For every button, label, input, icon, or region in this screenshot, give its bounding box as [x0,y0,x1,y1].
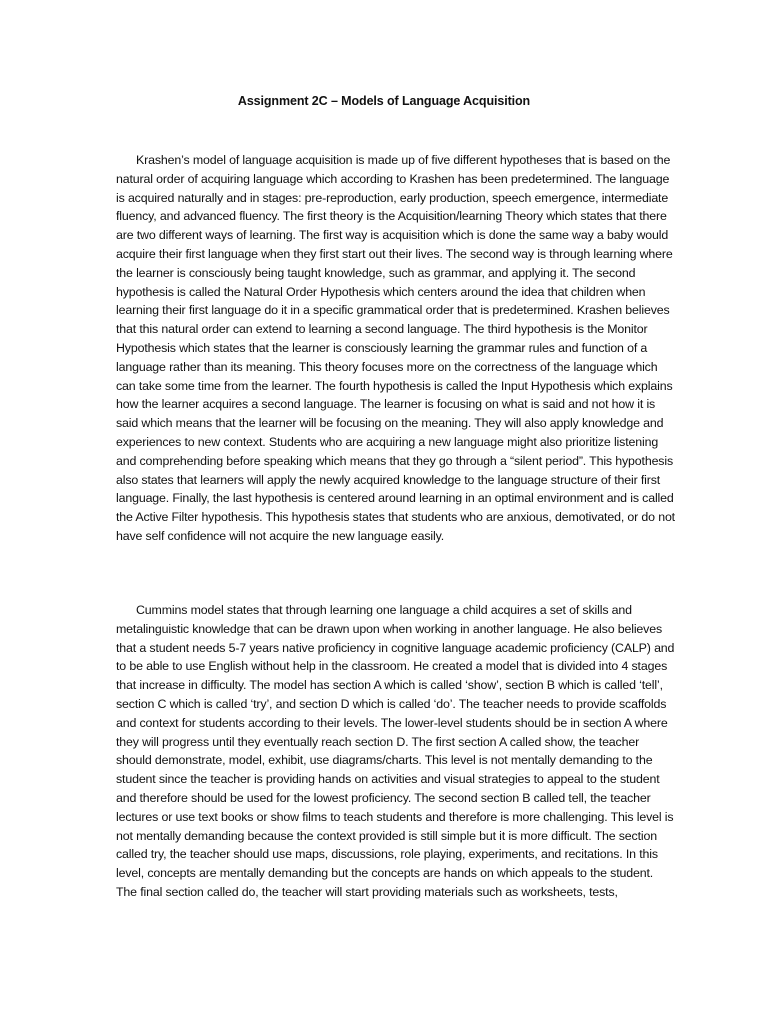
document-title: Assignment 2C – Models of Language Acquisition [237,94,531,108]
paragraph-krashen: Krashen’s model of language acquisition is made up of five different hypotheses that is based on the natural order of acquiring language which according to Krashen has been predetermined. The language is acquired naturally and in stages: pre-reproduction, early production, speech emergence, intermediate fluency, and advanced fluency. The first theory is the Acquisition/learning Theory which states that there are two different ways of learning. The first way is acquisition which is done the same way a baby would acquire their first language when they first start out their lives. The second way is through learning where the learner is consciously being taught knowledge, such as grammar, and applying it. The second hypothesis is called the Natural Order Hypothesis which centers around the idea that children when learning their first language do it in a specific grammatical order that is predetermined. Krashen believes that this natural order can extend to learning a second language. The third hypothesis is the Monitor Hypothesis which states that the learner is consciously learning the grammar rules and function of a language rather than its meaning. This theory focuses more on the correctness of the language which can take some time from the learner. The fourth hypothesis is called the Input Hypothesis which explains how the learner acquires a second language. The learner is focusing on what is said and not how it is said which means that the learner will be focusing on the meaning. They will also apply knowledge and experiences to new context. Students who are acquiring a new language might also prioritize listening and comprehending before speaking which means that they go through a “silent period”. This hypothesis also states that learners will apply the newly acquired knowledge to the language structure of their first language. Finally, the last hypothesis is centered around learning in an optimal environment and is called the Active Filter hypothesis. This hypothesis states that students who are anxious, demotivated, or do not have self confidence will not acquire the new language easily. [116,153,675,543]
paragraph-cummins: Cummins model states that through learning one language a child acquires a set of skills and metalinguistic knowledge that can be drawn upon when working in another language. He also believes that a student needs 5-7 years native proficiency in cognitive language academic proficiency (CALP) and to be able to use English without help in the classroom. He created a model that is divided into 4 stages that increase in difficulty. The model has section A which is called ‘show’, section B which is called ‘tell’, section C which is called ‘try’, and section D which is called ‘do’. The teacher needs to provide scaffolds and context for students according to their levels. The lower-level students should be in section A where they will progress until they eventually reach section D. The first section A called show, the teacher should demonstrate, model, exhibit, use diagrams/charts. This level is not mentally demanding to the student since the teacher is providing hands on activities and visual strategies to appeal to the student and therefore should be used for the lowest proficiency. The second section B called tell, the teacher lectures or use text books or show films to teach students and therefore is more challenging. This level is not mentally demanding because the context provided is still simple but it is more difficult. The section called try, the teacher should use maps, discussions, role playing, experiments, and recitations. In this level, concepts are mentally demanding but the concepts are hands on which appeals to the student. The final section called do, the teacher will start providing materials such as worksheets, tests, [116,603,675,899]
